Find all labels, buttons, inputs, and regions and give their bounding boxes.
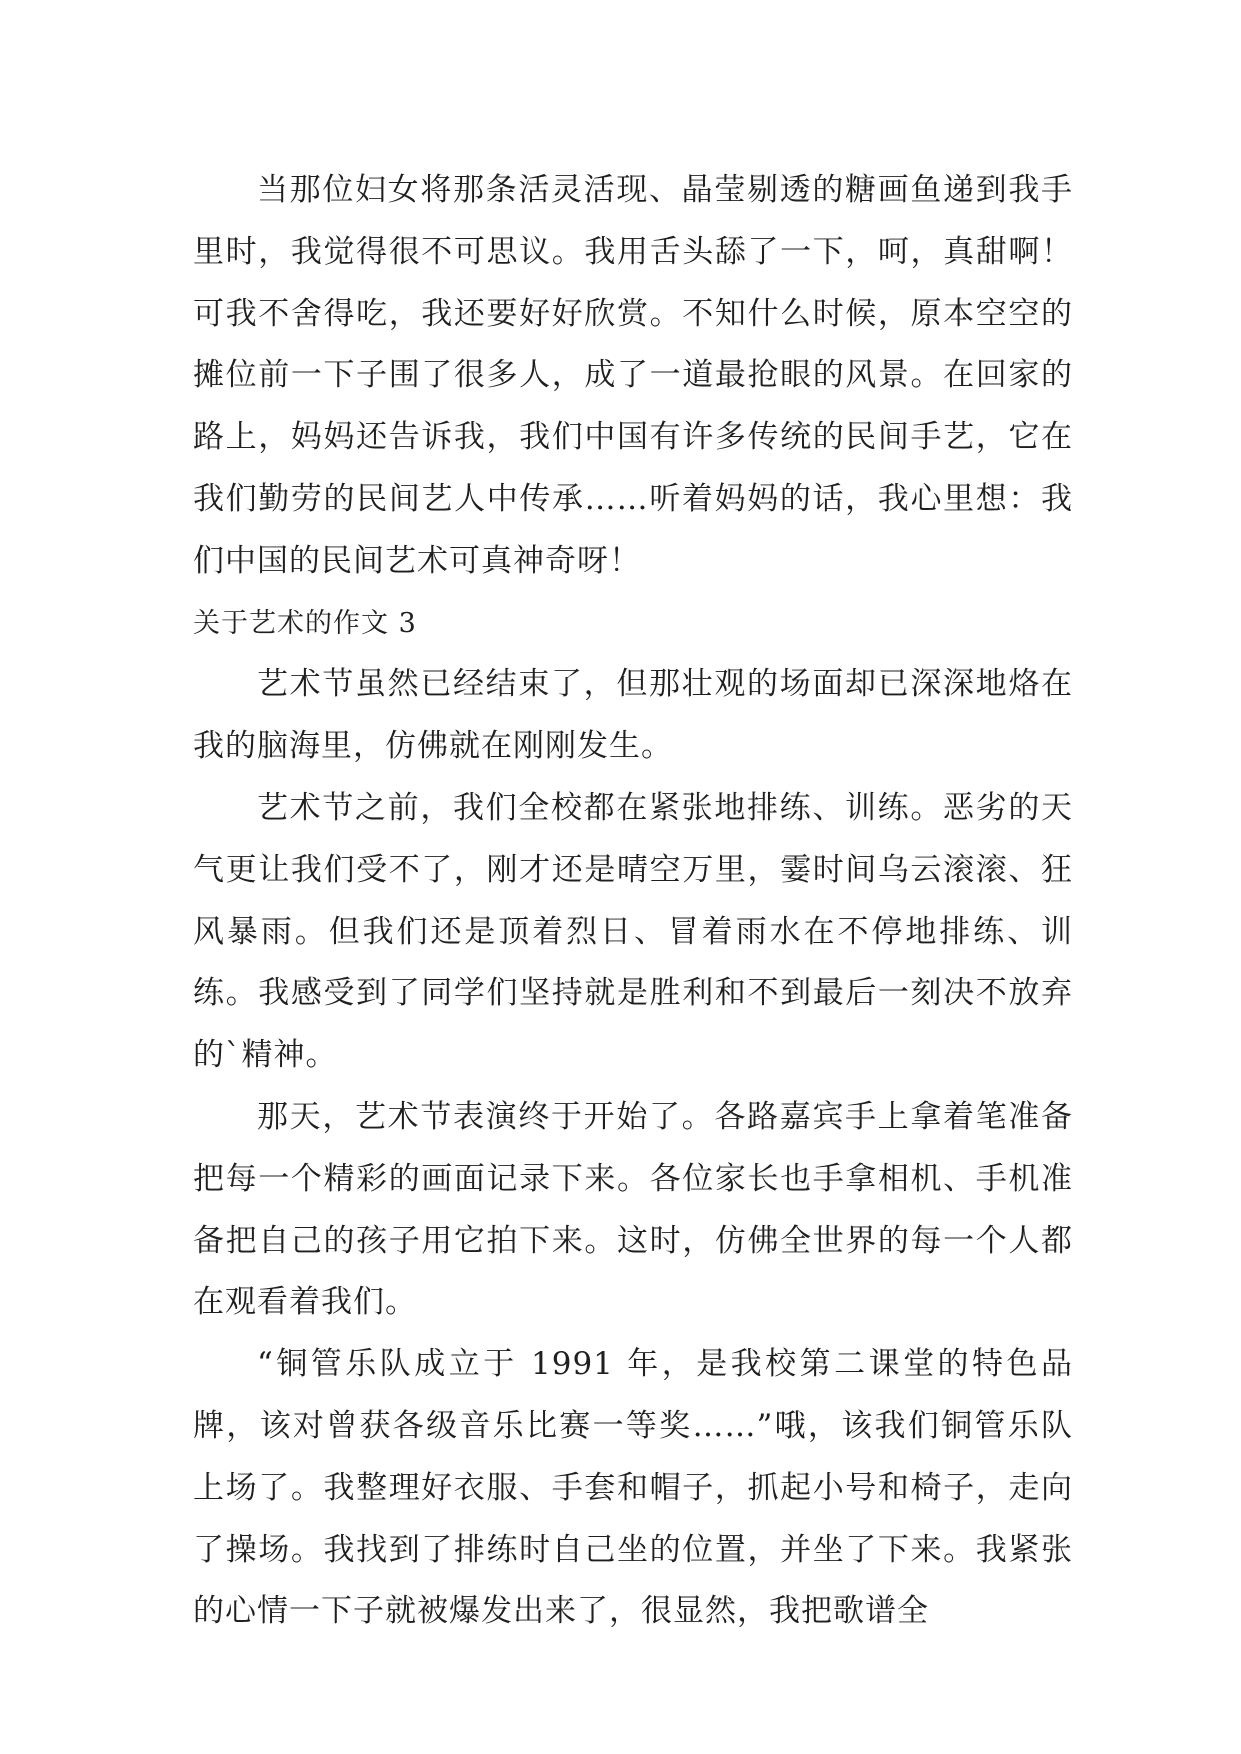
paragraph-brass-band: “铜管乐队成立于 1991 年，是我校第二课堂的特色品牌，该对曾获各级音乐比赛一等奖……”哦，该我们铜管乐队上场了。我整理好衣服、手套和帽子，抓起小号和椅子，走向了操场。我找到了排练时自己坐的位置，并坐了下来。我紧张的心情一下子就被爆发出来了，很显然，我把歌谱全 [193,1346,1073,1630]
paragraph-art-festival-intro: 艺术节虽然已经结束了，但那壮观的场面却已深深地烙在我的脑海里，仿佛就在刚刚发生。 [193,666,1073,765]
document-body [193,160,1073,1643]
paragraph-sugar-painting: 当那位妇女将那条活灵活现、晶莹剔透的糖画鱼递到我手里时，我觉得很不可思议。我用舌头舔了一下，呵，真甜啊！可我不舍得吃，我还要好好欣赏。不知什么时候，原本空空的摊位前一下子围了很多人，成了一道最抢眼的风景。在回家的路上，妈妈还告诉我，我们中国有许多传统的民间手艺，它在我们勤劳的民间艺人中传承……听着妈妈的话，我心里想：我们中国的民间艺术可真神奇呀！ [193,172,1073,579]
section-title: 关于艺术的作文 3 [193,607,417,639]
paragraph-rehearsal: 艺术节之前，我们全校都在紧张地排练、训练。恶劣的天气更让我们受不了，刚才还是晴空万里，霎时间乌云滚滚、狂风暴雨。但我们还是顶着烈日、冒着雨水在不停地排练、训练。我感受到了同学们坚持就是胜利和不到最后一刻决不放弃的`精神。 [193,789,1073,1074]
paragraph-performance-day: 那天，艺术节表演终于开始了。各路嘉宾手上拿着笔准备把每一个精彩的画面记录下来。各位家长也手拿相机、手机准备把自己的孩子用它拍下来。这时，仿佛全世界的每一个人都在观看着我们。 [193,1098,1073,1321]
